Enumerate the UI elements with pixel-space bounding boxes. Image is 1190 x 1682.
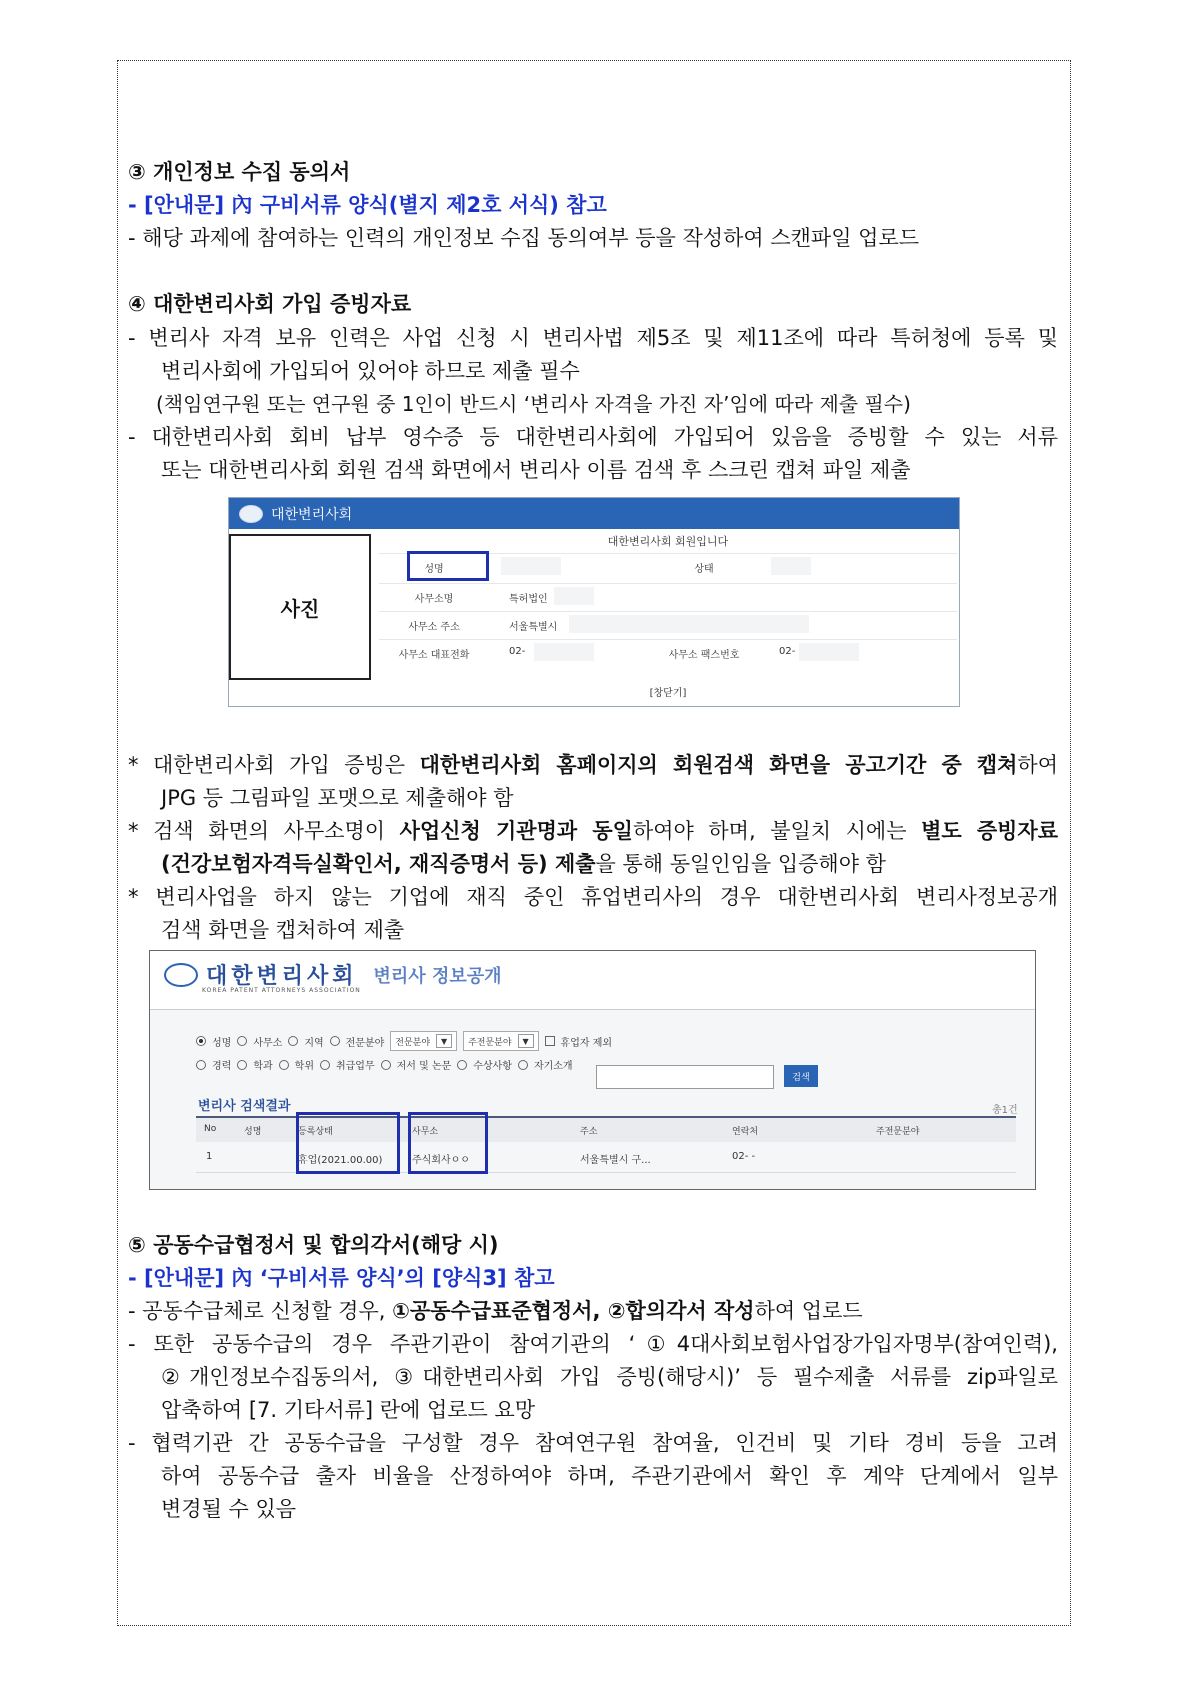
results-count: 총1건: [992, 1105, 1018, 1116]
search-input[interactable]: [596, 1065, 774, 1089]
section5-line2c: 압축하여 [7. 기타서류] 란에 업로드 요망: [161, 1398, 536, 1422]
section5-line3b: 하여 공동수급 출자 비율을 산정하여야 하며, 주관기관에서 확인 후 계약 단계에서 일부: [161, 1464, 1058, 1488]
radio-publications[interactable]: [381, 1060, 391, 1070]
section5-line2a: - 또한 공동수급의 경우 주관기관이 참여기관의 ‘①4대사회보험사업장가입자명부(참여인력),: [128, 1332, 1058, 1356]
attorney-info-screenshot: [149, 950, 1036, 1190]
note2-line2: (건강보험자격득실확인서, 재직증명서 등) 제출을 통해 동일인임을 입증해야 함: [161, 852, 886, 876]
close-link[interactable]: [창닫기]: [649, 688, 687, 699]
note1-line2: JPG 등 그림파일 포맷으로 제출해야 함: [161, 786, 514, 810]
office-name-highlight: [407, 551, 489, 581]
col-contact: 연락처: [732, 1127, 759, 1137]
status-label: 상태: [694, 564, 714, 575]
section4-p1-line1: - 변리사 자격 보유 인력은 사업 신청 시 변리사법 제5조 및 제11조에 따라 특허청에 등록 및: [128, 326, 1058, 350]
office-name-value: 특허법인: [509, 594, 548, 605]
radio-awards[interactable]: [457, 1060, 467, 1070]
radio-major[interactable]: [237, 1060, 247, 1070]
note2-line1: * 검색 화면의 사무소명이 사업신청 기관명과 동일하여야 하며, 불일치 시에는 별도 증빙자료: [128, 819, 1059, 843]
member-card-bar-title: 대한변리사회: [271, 506, 353, 523]
col-office: 사무소: [412, 1127, 439, 1137]
section4-p2-line1: - 대한변리사회 회비 납부 영수증 등 대한변리사회에 가입되어 있음을 증빙할 수 있는 서류: [128, 425, 1058, 449]
office-addr-label: 사무소 주소: [408, 622, 460, 633]
section3-desc: - 해당 과제에 참여하는 인력의 개인정보 수집 동의여부 등을 작성하여 스캔파일 업로드: [128, 226, 920, 250]
section5-line2b: ②개인정보수집동의서, ③대한변리사회 가입 증빙(해당시)’ 등 필수제출 서류를 zip파일로: [161, 1365, 1058, 1389]
radio-name[interactable]: [196, 1036, 206, 1046]
section5-heading: ⑤ 공동수급협정서 및 합의각서(해당 시): [128, 1233, 499, 1257]
member-card-screenshot: [228, 497, 960, 707]
exclude-inactive-checkbox[interactable]: [545, 1036, 555, 1046]
office-fax-label: 사무소 팩스번호: [668, 650, 740, 661]
col-specialty: 주전문분야: [876, 1127, 920, 1137]
org-name: 대한변리사회: [206, 964, 358, 989]
main-specialty-select[interactable]: 주전문분야 ▼: [463, 1031, 538, 1051]
member-row-office: [379, 583, 957, 608]
section3-heading: ③ 개인정보 수집 동의서: [128, 160, 351, 184]
name-label: 성명: [424, 564, 444, 575]
search-radio-row1: 성명 사무소 지역 전문분야 전문분야 ▼ 주전문분야 ▼ 휴업자 제외: [196, 1031, 612, 1051]
member-card-title: 대한변리사회 회원입니다: [607, 535, 729, 548]
section3-ref: - [안내문] 內 구비서류 양식(별지 제2호 서식) 참고: [128, 193, 607, 217]
search-button[interactable]: 검색: [784, 1065, 818, 1087]
radio-intro[interactable]: [518, 1060, 528, 1070]
col-status: 등록상태: [298, 1127, 333, 1137]
section4-heading: ④ 대한변리사회 가입 증빙자료: [128, 292, 412, 316]
radio-specialty[interactable]: [330, 1036, 340, 1046]
chevron-down-icon: ▼: [436, 1034, 452, 1048]
member-row-address: [379, 611, 957, 636]
radio-degree[interactable]: [279, 1060, 289, 1070]
association-emblem-icon: [239, 505, 263, 523]
info-page-title: 변리사 정보공개: [373, 965, 502, 987]
office-fax-value: 02-: [779, 646, 796, 657]
chevron-down-icon: ▼: [518, 1034, 534, 1048]
radio-practice[interactable]: [320, 1060, 330, 1070]
member-card-titlebar: [229, 498, 959, 529]
section4-p1-line2: 변리사회에 가입되어 있어야 하므로 제출 필수: [161, 359, 580, 383]
search-radio-row2: 경력 학과 학위 취급업무 저서 및 논문 수상사항 자기소개: [196, 1057, 573, 1072]
office-name-label: 사무소명: [414, 594, 454, 605]
section5-line3a: - 협력기관 간 공동수급을 구성할 경우 참여연구원 참여율, 인건비 및 기타 경비 등을 고려: [128, 1431, 1058, 1455]
office-phone-label: 사무소 대표전화: [398, 650, 470, 661]
office-column-highlight: [408, 1112, 488, 1174]
col-no: No: [204, 1124, 217, 1134]
results-title: 변리사 검색결과: [198, 1099, 291, 1114]
table-row[interactable]: 1 휴업(2021.00.00) 주식회사ㅇㅇ 서울특별시 구... 02- -: [196, 1142, 1016, 1173]
section4-p1-line3: (책임연구원 또는 연구원 중 1인이 반드시 ‘변리사 자격을 가진 자’임에 따라 제출 필수): [156, 392, 911, 416]
section4-p2-line2: 또는 대한변리사회 회원 검색 화면에서 변리사 이름 검색 후 스크린 캡쳐 파일 제출: [161, 458, 911, 482]
radio-region[interactable]: [288, 1036, 298, 1046]
status-column-highlight: [296, 1112, 400, 1174]
col-address: 주소: [580, 1127, 598, 1137]
info-header: [164, 959, 502, 990]
col-name: 성명: [244, 1127, 262, 1137]
photo-placeholder: 사진: [229, 534, 371, 680]
note3-line1: * 변리사업을 하지 않는 기업에 재직 중인 휴업변리사의 경우 대한변리사회 변리사정보공개: [128, 885, 1058, 909]
member-row-phone: [379, 639, 957, 664]
radio-career[interactable]: [196, 1060, 206, 1070]
section5-line3c: 변경될 수 있음: [161, 1497, 297, 1521]
note3-line2: 검색 화면을 캡처하여 제출: [161, 918, 405, 942]
office-phone-value: 02-: [509, 646, 526, 657]
association-logo-icon: [164, 963, 198, 987]
radio-office[interactable]: [237, 1036, 247, 1046]
office-addr-value: 서울특별시: [509, 622, 558, 633]
section5-line1: - 공동수급체로 신청할 경우, ①공동수급표준협정서, ②합의각서 작성하여 업로드: [128, 1299, 863, 1323]
org-tagline: KOREA PATENT ATTORNEYS ASSOCIATION: [202, 987, 361, 994]
note1-line1: * 대한변리사회 가입 증빙은 대한변리사회 홈페이지의 회원검색 화면을 공고기간 중 캡쳐하여: [128, 753, 1058, 777]
specialty-select[interactable]: 전문분야 ▼: [390, 1031, 457, 1051]
section5-ref: - [안내문] 內 ‘구비서류 양식’의 [양식3] 참고: [128, 1266, 555, 1290]
